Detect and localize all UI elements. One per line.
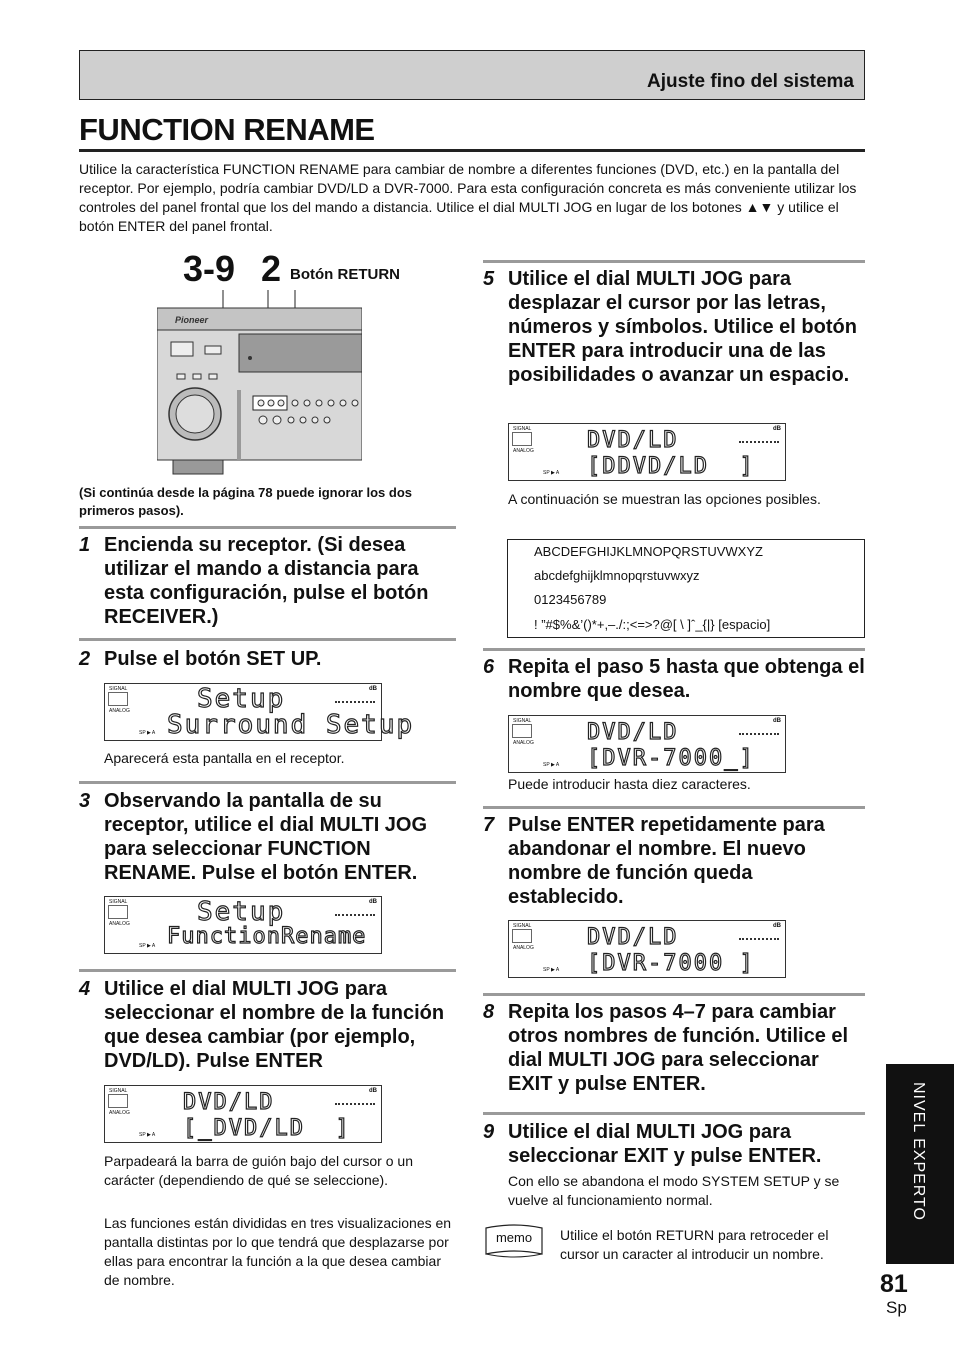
step-text: Pulse ENTER repetidamente para abandonar el nombre. El nuevo nombre de función queda establecido. [508,814,825,908]
lcd-line-1: Setup [197,897,286,927]
signal-box [108,905,128,919]
brand-logo: Pioneer [175,315,209,325]
lcd-line-2: [DVR-7000_] [587,746,755,771]
page-language: Sp [886,1298,907,1317]
step-number: 5 [483,268,495,290]
symbols: ! ”#$%&’()*+,–./:;<=>?@[ \ ]ˆ_{|} [espacio] [534,617,771,632]
level-dashes [335,914,375,916]
speaker-label: SP ▶ A [543,967,560,973]
db-label: dB [773,718,781,724]
step-text: Observando la pantalla de su receptor, utilice el dial MULTI JOG para seleccionar FUNCTION RENAME. Pulse el botón ENTER. [104,790,428,884]
page-title: FUNCTION RENAME [79,112,375,147]
step-text: Utilice el dial MULTI JOG para seleccionar EXIT y pulse ENTER. [508,1121,822,1167]
analog-label: ANALOG [513,740,534,746]
step-rule [79,638,456,641]
speaker-label: SP ▶ A [543,762,560,768]
step-caption: Con ello se abandona el modo SYSTEM SETUP y se vuelve al funcionamiento normal. [508,1173,840,1208]
step-rule [483,1112,865,1115]
analog-label: ANALOG [513,448,534,454]
signal-label: SIGNAL [109,899,128,905]
lcd-display [104,1085,382,1143]
lcd-line-1: DVD/LD [587,720,679,745]
level-dashes [739,441,779,443]
step-rule [79,526,456,529]
lcd-display [508,715,786,773]
lcd-display [104,896,382,954]
lcd-line-1: DVD/LD [183,1090,275,1115]
uppercase-letters: ABCDEFGHIJKLMNOPQRSTUVWXYZ [534,544,763,559]
db-label: dB [369,1088,377,1094]
lcd-line-2: [_DVD/LD ] [183,1116,351,1141]
side-tab-label: NIVEL EXPERTO [910,1082,927,1221]
continue-note: (Si continúa desde la página 78 puede ignorar los dos primeros pasos). [79,485,413,518]
memo-icon [484,1222,544,1262]
step-rule [79,969,456,972]
step-caption: Puede introducir hasta diez caracteres. [508,776,751,792]
return-button-label: Botón RETURN [290,266,400,283]
db-label: dB [369,899,377,905]
step-text: Utilice el dial MULTI JOG para desplazar el cursor por las letras, números y símbolos. Utilice el botón ENTER para introducir una de las posibilidades o avanzar un espacio. [508,268,857,386]
figure-num-b: 2 [261,248,282,289]
level-dashes [739,938,779,940]
level-dashes [739,733,779,735]
character-options-box [507,539,865,638]
analog-label: ANALOG [513,945,534,951]
db-label: dB [369,686,377,692]
signal-label: SIGNAL [109,1088,128,1094]
step-caption: Aparecerá esta pantalla en el receptor. [104,750,345,766]
lcd-line-1: DVD/LD [587,925,679,950]
step-number: 3 [79,790,91,812]
step-text: Encienda su receptor. (Si desea utilizar el mando a distancia para esta configuración, pulse el botón RECEIVER.) [104,534,429,628]
intro-paragraph: Utilice la característica FUNCTION RENAME para cambiar de nombre a diferentes funciones (DVD, etc.) en la pantalla del receptor. Por ejemplo, podría cambiar DVD/LD a DVR-7000. Para esta configuración concreta es más conveniente utilizar los controles del panel frontal que los del mando a distancia. Utilice el dial MULTI JOG en lugar de los botones ▲▼ y utilice el botón ENTER del panel frontal. [79,161,857,234]
memo-text: Utilice el botón RETURN para retroceder el cursor un caracter al introducir un nombre. [560,1227,829,1262]
db-label: dB [773,426,781,432]
db-label: dB [773,923,781,929]
digits: 0123456789 [534,592,607,607]
step-6 [483,655,865,707]
lcd-line-2: Surround Setup [167,710,415,740]
memo-label: memo [495,1230,533,1245]
signal-box [512,432,532,446]
speaker-label: SP ▶ A [139,730,156,736]
step-number: 6 [483,656,495,678]
lcd-line-1: Setup [197,684,286,714]
signal-box [108,1094,128,1108]
signal-box [512,929,532,943]
step-5 [483,267,865,417]
step-rule [483,993,865,996]
step-caption: A continuación se muestran las opciones posibles. [508,491,821,507]
step-rule [79,781,456,784]
signal-box [108,692,128,706]
step-3 [79,789,459,889]
step-8 [483,1000,865,1100]
step-number: 7 [483,814,495,836]
speaker-label: SP ▶ A [139,1132,156,1138]
step-caption: Parpadeará la barra de guión bajo del cursor o un carácter (dependiendo de qué se seleccione). [104,1153,413,1188]
lcd-display [104,683,415,741]
section-header [79,50,865,100]
section-title: Ajuste fino del sistema [647,71,854,92]
step-number: 2 [79,648,91,670]
step-number: 1 [79,534,91,556]
lowercase-letters: abcdefghijklmnopqrstuvwxyz [534,568,700,583]
analog-label: ANALOG [109,921,130,927]
step-number: 8 [483,1001,495,1023]
page-number: 81 [880,1270,908,1298]
step-4 [79,977,459,1077]
step-number: 4 [79,978,91,1000]
side-tab [886,1064,954,1264]
step-rule [483,806,865,809]
speaker-label: SP ▶ A [543,470,560,476]
signal-label: SIGNAL [513,426,532,432]
step-7 [483,813,865,913]
analog-label: ANALOG [109,1110,130,1116]
level-dashes [335,1103,375,1105]
lcd-display [508,423,786,481]
title-rule [79,149,865,152]
speaker-label: SP ▶ A [139,943,156,949]
figure-step-numbers [183,248,281,290]
lcd-line-2: [DVR-7000 ] [587,951,755,976]
lcd-display [508,920,786,978]
lcd-line-1: DVD/LD [587,428,679,453]
analog-label: ANALOG [109,708,130,714]
receiver-front-panel-illustration [157,290,362,475]
signal-box [512,724,532,738]
step-text: Pulse el botón SET UP. [104,648,322,670]
signal-label: SIGNAL [109,686,128,692]
step-number: 9 [483,1121,495,1143]
lcd-line-2: [DDVD/LD ] [587,454,755,479]
step-1 [79,533,459,633]
step-rule [483,648,865,651]
lcd-line-2: FunctionRename [167,924,367,949]
level-dashes [335,701,375,703]
step-rule [483,260,865,263]
step-text: Repita el paso 5 hasta que obtenga el nombre que desea. [508,656,865,702]
signal-label: SIGNAL [513,923,532,929]
signal-label: SIGNAL [513,718,532,724]
step-9 [483,1120,865,1172]
figure-num-a: 3-9 [183,248,236,289]
step-text: Repita los pasos 4–7 para cambiar otros nombres de función. Utilice el dial MULTI JOG para seleccionar EXIT y pulse ENTER. [508,1001,849,1095]
step-text: Utilice el dial MULTI JOG para seleccionar el nombre de la función que desea cambiar (por ejemplo, DVD/LD). Pulse ENTER [104,978,445,1072]
step-2 [79,647,459,673]
step-caption: Las funciones están divididas en tres visualizaciones en pantalla distintas por lo que tendrá que desplazarse por ellas para encontrar la función a la que desea cambiar de nombre. [104,1215,452,1288]
